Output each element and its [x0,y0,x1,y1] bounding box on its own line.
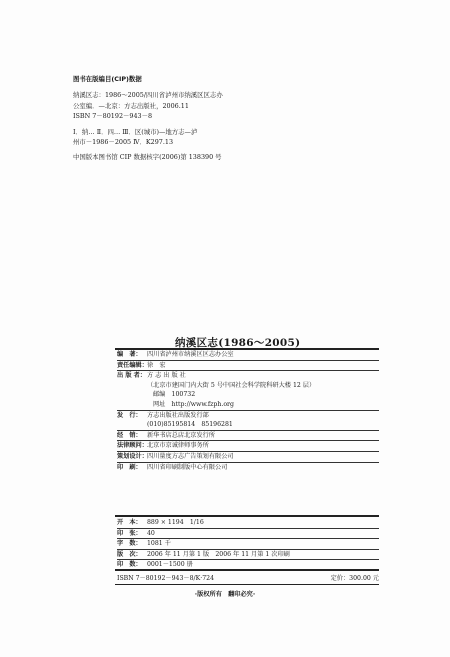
detail-label: 经 销： [117,431,142,439]
detail-row [117,361,379,372]
stat-value: 2006 年 11 月第 1 版 2006 年 11 月第 1 次印刷 [147,550,290,558]
detail-row [117,381,379,391]
price: 定价：300.00 元 [330,575,379,582]
stat-label: 开 本： [117,519,142,526]
detail-value: （北京市建国门内大街 5 号中国社会科学院科研大楼 12 层） [147,381,316,389]
detail-label: 印 刷： [117,463,142,471]
stat-value: 1081 千 [147,540,171,548]
rule-isbn-bottom [115,584,379,585]
cip-block [73,74,393,163]
stat-label: 印 数： [117,561,142,569]
cip-line: 纳溪区志：1986～2005/四川省泸州市纳溪区区志办 [73,91,223,100]
cip-heading: 图书在版编目(CIP)数据 [73,75,142,83]
stat-value: 889 × 1194 1/16 [147,519,204,526]
stat-row [117,529,379,540]
detail-value: 徐 宏 [147,361,166,369]
detail-label: 法律顾问： [117,442,148,450]
detail-label: 发 行： [117,411,142,419]
detail-value: (010)85195814 85196281 [147,421,233,429]
rule-isbn-top [115,569,379,571]
rule-mid [115,515,379,517]
cip-line: 州市－1986－2005 Ⅳ．K297.13 [73,138,174,147]
detail-label: 出 版 者： [117,372,147,380]
cip-line: ISBN 7－80192－943－8 [73,112,153,121]
detail-value: 新华书店总店北京发行所 [147,431,216,439]
stat-row [117,550,379,561]
detail-value: 四川省泸州市纳溪区区志办公室 [147,351,234,358]
copyright-notice: ·版权所有 翻印必究· [194,591,256,598]
detail-value: 网址 http://www.fzph.org [153,400,234,408]
stat-row [117,518,379,529]
publication-details [117,350,379,472]
detail-value: 四川量度方志广告策划有限公司 [147,452,234,460]
cip-number: 中国版本图书馆 CIP 数据核字(2006)第 138390 号 [73,153,222,162]
detail-row [117,431,379,442]
detail-row [117,400,379,411]
detail-row [117,390,379,400]
detail-row [117,441,379,452]
detail-label: 策划设计： [117,452,148,460]
detail-value: 方志出版社出版发行部 [147,411,209,419]
detail-row [117,371,379,381]
stat-label: 印 张： [117,529,142,537]
detail-row [117,350,379,361]
isbn-price-row [117,573,379,582]
detail-value: 四川省印刷制版中心有限公司 [147,463,228,471]
stat-value: 0001－1500 册 [147,561,193,569]
detail-value: 北京市京诚律师事务所 [147,442,209,450]
stat-row [117,539,379,550]
detail-value: 邮编 100732 [153,391,196,399]
isbn-line: ISBN 7－80192－943－8/K·724 [117,575,215,582]
detail-label: 编 著： [117,351,142,358]
stat-value: 40 [147,529,155,537]
book-title: 纳溪区志(1986～2005) [175,337,301,349]
detail-label: 责任编辑： [117,361,148,369]
print-stats [117,518,379,570]
detail-row [117,420,379,431]
detail-value: 方 志 出 版 社 [147,372,186,380]
cip-line: Ⅰ．纳… Ⅱ．四… Ⅲ．区(城市)—地方志—泸 [73,127,198,136]
detail-row [117,463,379,473]
stat-label: 版 次： [117,550,142,558]
stat-label: 字 数： [117,540,142,548]
detail-row [117,411,379,421]
cip-line: 公室编．—北京：方志出版社，2006.11 [73,101,189,110]
detail-row [117,452,379,463]
